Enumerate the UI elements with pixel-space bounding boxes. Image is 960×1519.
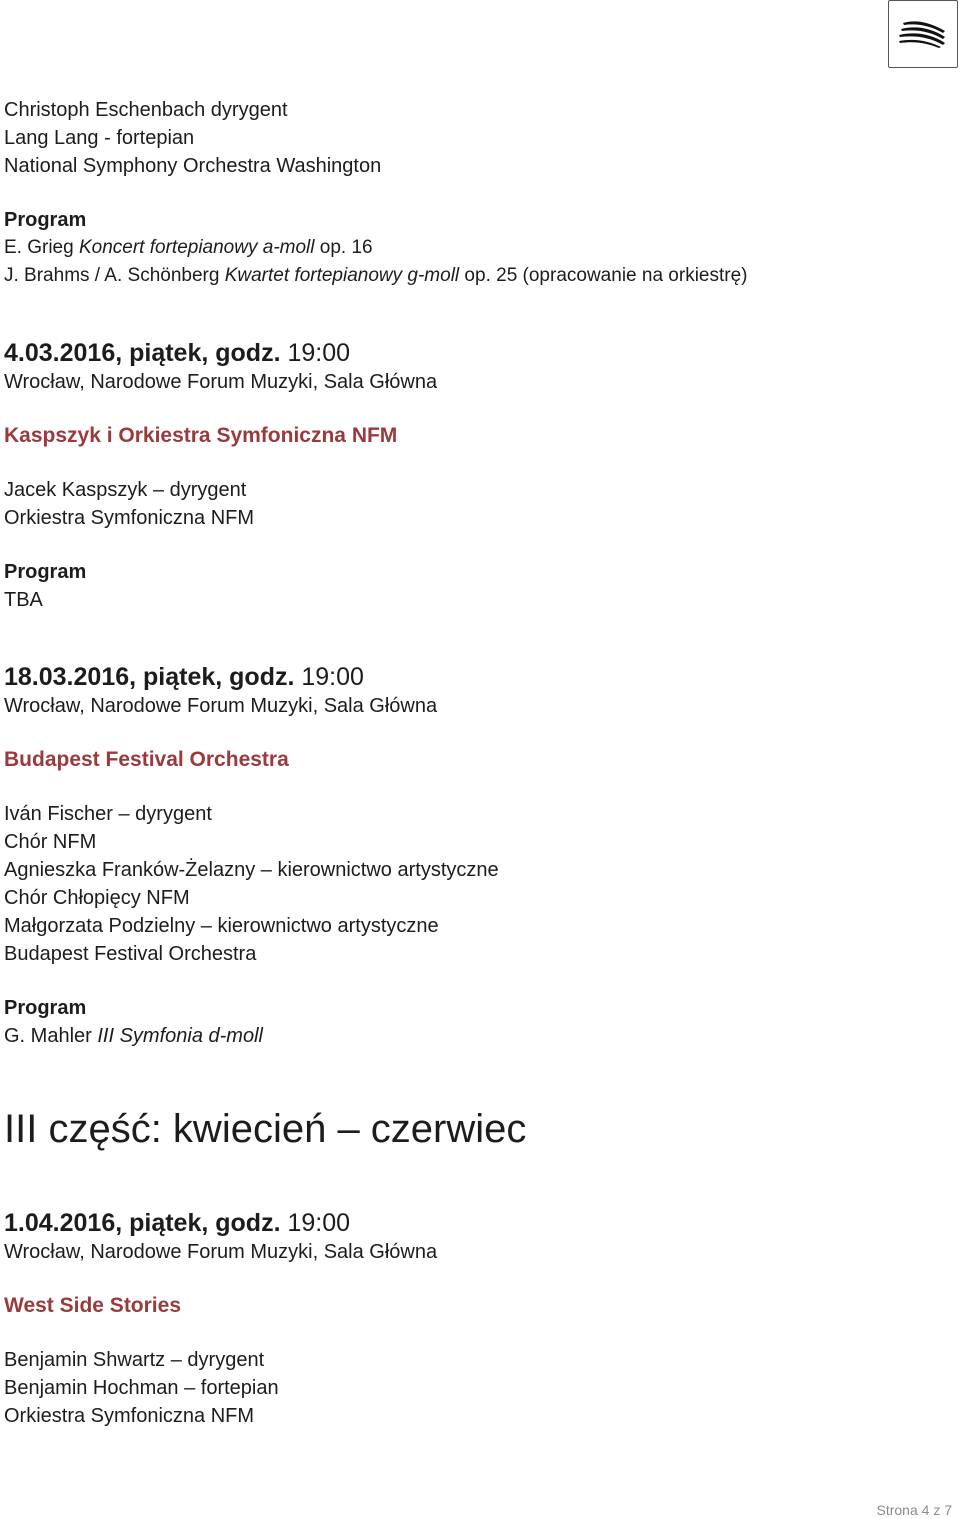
program-label: Program	[4, 561, 87, 583]
program-item: TBA	[4, 589, 43, 611]
event-date: 4.03.2016, piątek, godz. 19:00	[4, 339, 351, 367]
event-date: 1.04.2016, piątek, godz. 19:00	[4, 1209, 351, 1237]
performer-line: Małgorzata Podzielny – kierownictwo artystyczne	[4, 915, 439, 937]
event-venue: Wrocław, Narodowe Forum Muzyki, Sala Główna	[4, 1241, 438, 1263]
program-item: E. Grieg Koncert fortepianowy a-moll op. 16	[4, 237, 373, 258]
event-title: West Side Stories	[4, 1294, 182, 1317]
event-date: 18.03.2016, piątek, godz. 19:00	[4, 663, 364, 691]
event-venue: Wrocław, Narodowe Forum Muzyki, Sala Główna	[4, 695, 438, 717]
section-heading: III część: kwiecień – czerwiec	[4, 1107, 527, 1151]
nfm-logo-icon	[888, 0, 958, 68]
program-item: J. Brahms / A. Schönberg Kwartet fortepianowy g-moll op. 25 (opracowanie na orkiestrę)	[4, 265, 748, 286]
performer-line: Budapest Festival Orchestra	[4, 943, 257, 965]
performer-line: Lang Lang - fortepian	[4, 127, 195, 149]
performer-line: National Symphony Orchestra Washington	[4, 155, 382, 177]
program-item: G. Mahler III Symfonia d-moll	[4, 1025, 263, 1047]
performer-line: Benjamin Shwartz – dyrygent	[4, 1349, 265, 1371]
program-label: Program	[4, 997, 87, 1019]
performer-line: Chór NFM	[4, 831, 97, 853]
event-title: Budapest Festival Orchestra	[4, 748, 289, 771]
performer-line: Iván Fischer – dyrygent	[4, 803, 212, 825]
performer-line: Orkiestra Symfoniczna NFM	[4, 1405, 255, 1427]
event-title: Kaspszyk i Orkiestra Symfoniczna NFM	[4, 424, 398, 447]
performer-line: Benjamin Hochman – fortepian	[4, 1377, 279, 1399]
document-body	[4, 96, 944, 1430]
program-label: Program	[4, 209, 87, 231]
performer-line: Christoph Eschenbach dyrygent	[4, 99, 288, 121]
performer-line: Chór Chłopięcy NFM	[4, 887, 190, 909]
performer-line: Agnieszka Franków-Żelazny – kierownictwo artystyczne	[4, 859, 499, 881]
performer-line: Jacek Kaspszyk – dyrygent	[4, 479, 247, 501]
intro-performers	[4, 96, 944, 180]
performer-line: Orkiestra Symfoniczna NFM	[4, 507, 255, 529]
page-number: Strona 4 z 7	[876, 1502, 952, 1518]
event-venue: Wrocław, Narodowe Forum Muzyki, Sala Główna	[4, 371, 438, 393]
